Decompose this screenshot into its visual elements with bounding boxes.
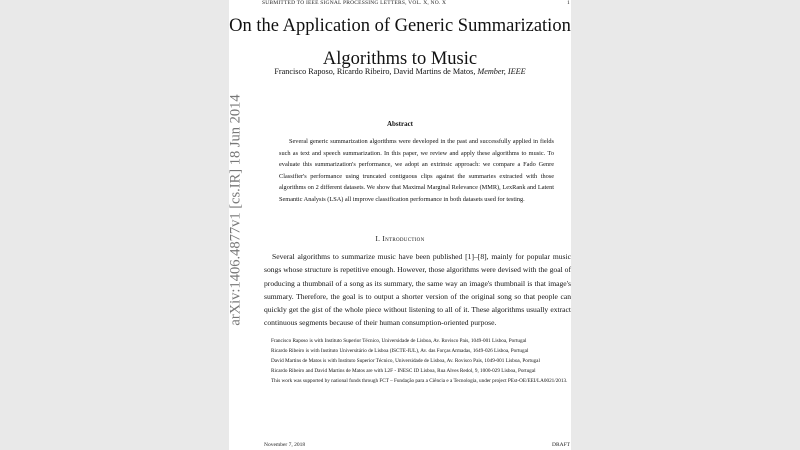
running-header — [262, 0, 570, 6]
footnotes — [264, 336, 571, 386]
footnote: Ricardo Ribeiro is with Instituto Universitário de Lisboa (ISCTE-IUL), Av. das Forças Armadas, 1649-026 Lisboa, Portugal — [271, 348, 529, 354]
authors-names: Francisco Raposo, Ricardo Ribeiro, David Martins de Matos, — [274, 67, 476, 76]
footnote: David Martins de Matos is with Instituto Superior Técnico, Universidade de Lisboa, Av. Rovisco Pais, 1049-001 Lisboa, Portugal — [271, 358, 540, 364]
author-list — [229, 67, 571, 76]
arxiv-identifier: arXiv:1406.4877v1 [cs.IR] 18 Jun 2014 — [227, 94, 244, 326]
footer-status: DRAFT — [551, 442, 570, 448]
title-line-1: On the Application of Generic Summarization — [229, 16, 571, 36]
section-number: I. — [375, 235, 381, 243]
authors-membership: Member, IEEE — [477, 67, 526, 76]
introduction-text: Several algorithms to summarize music have been published [1]–[8], mainly for popular music songs whose structure is repetitive enough. However, those algorithms were devised with the goal of producing a thumbnail of a song as its summary, the same way an image's thumbnail is that image's summary. Therefore, the goal is to output a shorter version of the original song so that people can quickly get the gist of the whole piece without listening to all of it. These algorithms usually extract continuous segments because of their human consumption-oriented purpose. — [264, 252, 571, 328]
paper-page — [229, 0, 571, 450]
footnote: Ricardo Ribeiro and David Martins de Matos are with L2F - INESC ID Lisboa, Rua Alves Redol, 9, 1000-029 Lisboa, Portugal — [271, 368, 536, 374]
page-number: 1 — [567, 0, 570, 6]
footnote: Francisco Raposo is with Instituto Superior Técnico, Universidade de Lisboa, Av. Rovisco Pais, 1049-001 Lisboa, Portugal — [271, 338, 527, 344]
arxiv-stamp — [201, 0, 271, 450]
journal-header: SUBMITTED TO IEEE SIGNAL PROCESSING LETTERS, VOL. X, NO. X — [262, 0, 447, 6]
title-line-2: Algorithms to Music — [322, 49, 478, 69]
abstract-text: Several generic summarization algorithms were developed in the past and successfully applied in fields such as text and speech summarization. In this paper, we review and apply these algorithms to music. To evaluate this summarization's performance, we adopt an extrinsic approach: we compare a Fado Genre Classifier's performance using truncated contiguous clips against the summaries extracted with those algorithms on 2 different datasets. We show that Maximal Marginal Relevance (MMR), LexRank and Latent Semantic Analysis (LSA) all improve classification performance in both datasets used for testing. — [279, 138, 554, 203]
footnote: This work was supported by national funds through FCT – Fundação para a Ciência e a Tecnologia, under project PEst-OE/EEI/LA0021/2013. — [271, 378, 568, 384]
abstract-heading: Abstract — [386, 120, 414, 128]
section-title: Introduction — [382, 235, 425, 243]
footer-date: November 7, 2018 — [264, 442, 306, 448]
section-heading — [229, 235, 571, 243]
